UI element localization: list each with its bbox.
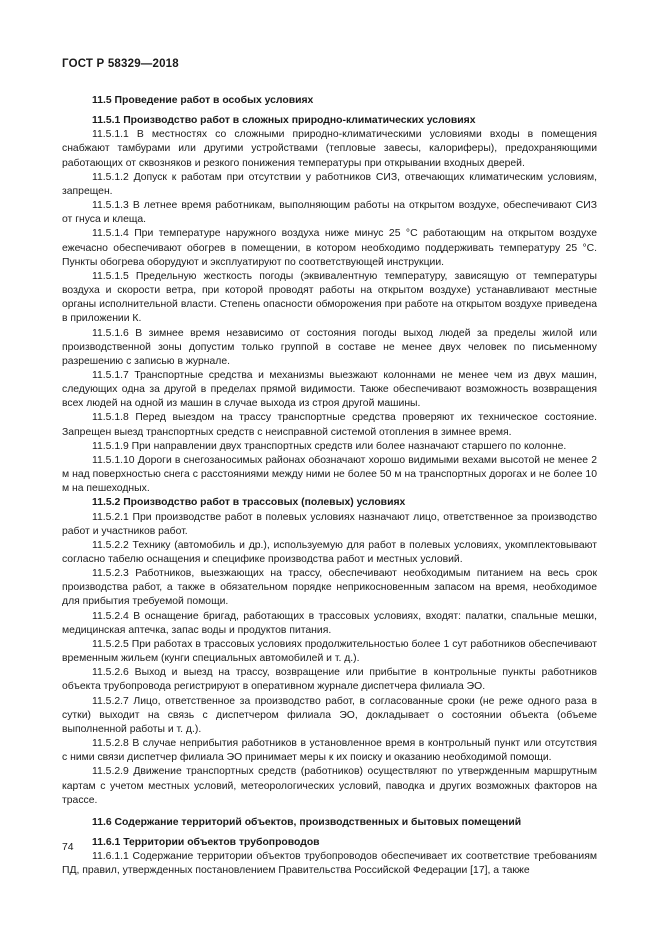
paragraph-11-5-1-4: 11.5.1.4 При температуре наружного воздуха ниже минус 25 °С работающим на открытом воздухе ежечасно обеспечивают обогрев в помещении, в котором необходимо поддерживать температуру 25 °С. Пункты обогрева оборудуют и эксплуатируют по соответствующей инструкции. — [62, 228, 597, 268]
paragraph-11-5-2-8: 11.5.2.8 В случае неприбытия работников в установленное время в контрольный пункт или отсутствия с ними связи диспетчер филиала ЭО принимает меры к их поиску и оказанию необходимой помощи. — [62, 738, 597, 764]
paragraph-11-5-1-1: 11.5.1.1 В местностях со сложными природно-климатическими условиями входы в помещения снабжают тамбурами или другими устройствами (тепловые завесы, калориферы), предохраняющими работающих от сквозняков и резкого понижения температуры при открывании входных дверей. — [62, 129, 597, 169]
paragraph-11-5-1-3: 11.5.1.3 В летнее время работникам, выполняющим работы на открытом воздухе, обеспечивают СИЗ от гнуса и клеща. — [62, 200, 597, 226]
section-heading-11-6: 11.6 Содержание территорий объектов, производственных и бытовых помещений — [92, 816, 522, 828]
page-number: 74 — [62, 842, 74, 853]
paragraph-11-5-2-4: 11.5.2.4 В оснащение бригад, работающих в трассовых условиях, входят: палатки, спальные мешки, медицинская аптечка, запас воды и продуктов питания. — [62, 610, 597, 636]
paragraph-11-5-1-8: 11.5.1.8 Перед выездом на трассу транспортные средства проверяют их техническое состояние. Запрещен выезд транспортных средств с неисправной системой отопления в зимнее время. — [62, 412, 597, 438]
paragraph-11-5-2-7: 11.5.2.7 Лицо, ответственное за производство работ, в согласованные сроки (не реже одного раза в сутки) выходит на связь с диспетчером филиала ЭО, докладывает о состоянии объекта (объеме выполненной работы и т. д.). — [62, 695, 597, 735]
subsection-heading-11-6-1: 11.6.1 Территории объектов трубопроводов — [92, 836, 320, 848]
document-body — [62, 94, 597, 878]
paragraph-11-5-1-9: 11.5.1.9 При направлении двух транспортных средств или более назначают старшего по колонне. — [92, 440, 567, 452]
paragraph-11-5-2-1: 11.5.2.1 При производстве работ в полевых условиях назначают лицо, ответственное за производство работ и участников работ. — [62, 511, 597, 537]
paragraph-11-5-1-7: 11.5.1.7 Транспортные средства и механизмы выезжают колоннами не менее чем из двух машин, следующих одна за другой в пределах прямой видимости. Также обеспечивают возможность возвращения всех людей на одной из машин в случае выхода из строя другой машины. — [62, 369, 597, 410]
paragraph-11-5-1-6: 11.5.1.6 В зимнее время независимо от состояния погоды выход людей за пределы жилой или производственной зоны допустим только группой в составе не менее двух человек по письменному разрешению с записью в журнале. — [62, 327, 597, 367]
paragraph-11-5-1-5: 11.5.1.5 Предельную жесткость погоды (эквивалентную температуру, зависящую от температуры воздуха и скорости ветра, при которой проводят работы на открытом воздухе) устанавливают местные органы исполнительной власти. Степень опасности обморожения при работе на открытом воздухе приведена в приложении К. — [62, 270, 597, 325]
paragraph-11-6-1-1: 11.6.1.1 Содержание территории объектов трубопроводов обеспечивает их соответствие требованиям ПД, правил, утвержденных постановлением Правительства Российской Федерации [17], а также — [62, 851, 597, 877]
paragraph-11-5-2-3: 11.5.2.3 Работников, выезжающих на трассу, обеспечивают необходимым питанием на весь срок производства работ, а также в обязательном порядке неприкосновенным запасом на время, необходимое для прибытия требуемой помощи. — [62, 568, 597, 608]
document-standard-id: ГОСТ Р 58329—2018 — [62, 58, 179, 70]
subsection-heading-11-5-2: 11.5.2 Производство работ в трассовых (полевых) условиях — [92, 497, 406, 509]
paragraph-11-5-2-2: 11.5.2.2 Технику (автомобиль и др.), используемую для работ в полевых условиях, укомплектовывают согласно табелю оснащения и специфике производства работ и местных условий. — [62, 539, 597, 565]
section-heading-11-5: 11.5 Проведение работ в особых условиях — [92, 95, 314, 106]
subsection-heading-11-5-1: 11.5.1 Производство работ в сложных природно-климатических условиях — [92, 115, 476, 127]
paragraph-11-5-1-2: 11.5.1.2 Допуск к работам при отсутствии у работников СИЗ, отвечающих климатическим условиям, запрещен. — [62, 171, 597, 197]
paragraph-11-5-2-5: 11.5.2.5 При работах в трассовых условиях продолжительностью более 1 сут работников обеспечивают временным жильем (кунги специальных автомобилей и т. д.). — [62, 638, 597, 665]
paragraph-11-5-2-6: 11.5.2.6 Выход и выезд на трассу, возвращение или прибытие в контрольные пункты работников объекта трубопровода регистрируют в оперативном журнале диспетчера филиала ЭО. — [62, 667, 597, 693]
paragraph-11-5-1-10: 11.5.1.10 Дороги в снегозаносимых районах обозначают хорошо видимыми вехами высотой не менее 2 м над поверхностью снега с расстояниями между ними не более 50 м на транспортных дорогах и не более 10 м на пешеходных. — [62, 454, 597, 495]
paragraph-11-5-2-9: 11.5.2.9 Движение транспортных средств (работников) осуществляют по утвержденным маршрутным картам с учетом местных условий, метеорологических условий, паводка и других возможных факторов на трассе. — [62, 766, 597, 806]
